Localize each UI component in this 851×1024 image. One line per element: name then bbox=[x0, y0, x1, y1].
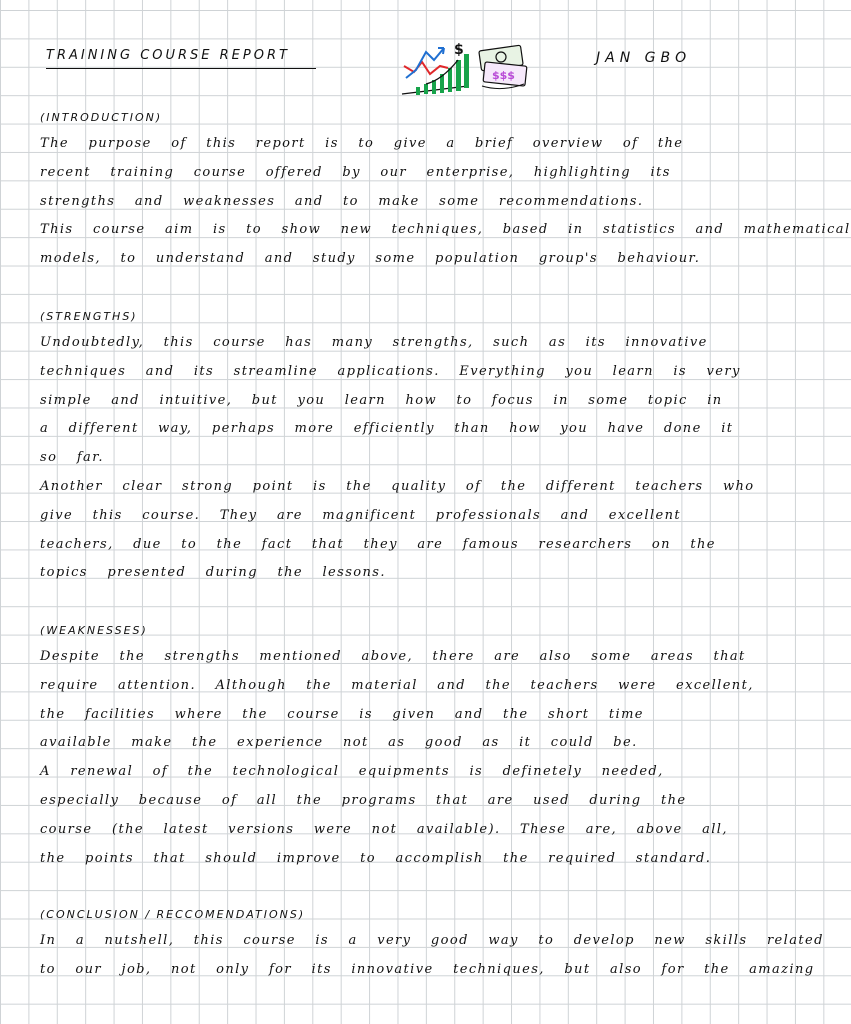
author-name: JAN GBO bbox=[596, 50, 692, 66]
report-title: TRAINING COURSE REPORT bbox=[46, 48, 316, 63]
text-line: Another clear strong point is the quality of the different teachers who bbox=[40, 478, 755, 494]
finance-growth-money-icon bbox=[398, 40, 532, 104]
svg-text:$$$: $$$ bbox=[492, 69, 515, 82]
text-line: available make the experience not as good as it could be. bbox=[40, 735, 638, 751]
section-heading: (INTRODUCTION) bbox=[40, 111, 163, 124]
text-line: A renewal of the technological equipments is definetely needed, bbox=[40, 764, 664, 780]
text-line: require attention. Although the material and the teachers were excellent, bbox=[40, 677, 754, 693]
text-line: The purpose of this report is to give a brief overview of the bbox=[40, 136, 684, 151]
text-line: topics presented during the lessons. bbox=[40, 565, 386, 581]
text-line: so far. bbox=[40, 450, 104, 466]
section-heading: (STRENGTHS) bbox=[40, 310, 138, 323]
text-line: recent training course offered by our enterprise, highlighting its bbox=[40, 164, 671, 180]
text-line: Undoubtedly, this course has many strengths, such as its innovative bbox=[40, 335, 708, 350]
text-line: teachers, due to the fact that they are famous researchers on the bbox=[40, 536, 716, 552]
weaknesses-section bbox=[40, 619, 754, 873]
text-line: simple and intuitive, but you learn how to focus in some topic in bbox=[40, 392, 723, 408]
text-line: course (the latest versions were not available). These are, above all, bbox=[40, 821, 728, 837]
text-line: This course aim is to show new techniques, based in statistics and mathematical bbox=[40, 222, 851, 238]
text-line: models, to understand and study some population group's behaviour. bbox=[40, 251, 701, 267]
text-line: techniques and its streamline applications. Everything you learn is very bbox=[40, 363, 741, 379]
svg-text:$: $ bbox=[454, 42, 464, 58]
text-line: especially because of all the programs that are used during the bbox=[40, 792, 687, 808]
text-line: Despite the strengths mentioned above, there are also some areas that bbox=[40, 649, 746, 664]
section-heading: (WEAKNESSES) bbox=[40, 624, 148, 637]
text-line: the facilities where the course is given and the short time bbox=[40, 706, 644, 722]
strengths-section bbox=[40, 305, 755, 588]
text-line: a different way, perhaps more efficiently than how you have done it bbox=[40, 421, 734, 437]
text-line: In a nutshell, this course is a very good way to develop new skills related bbox=[40, 933, 824, 948]
text-line: the points that should improve to accomplish the required standard. bbox=[40, 850, 712, 866]
text-line: strengths and weaknesses and to make some recommendations. bbox=[40, 193, 644, 209]
text-line: to our job, not only for its innovative techniques, but also for the amazing bbox=[40, 961, 815, 977]
introduction-section bbox=[40, 106, 851, 274]
text-line: give this course. They are magnificent professionals and excellent bbox=[40, 507, 681, 523]
section-heading: (CONCLUSION / RECCOMENDATIONS) bbox=[40, 908, 306, 921]
conclusion-section bbox=[40, 903, 824, 985]
